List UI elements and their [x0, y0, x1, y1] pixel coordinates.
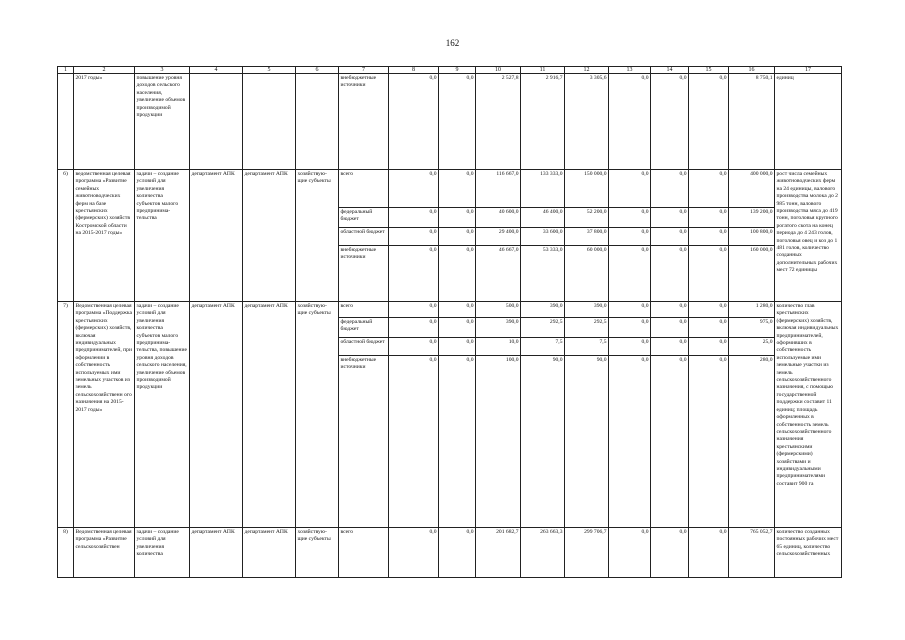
value-cell: 0,0	[609, 318, 651, 338]
value-cell: 0,0	[439, 228, 476, 246]
value-cell: 0,0	[389, 170, 439, 208]
co-executor: департамент АПК	[243, 302, 296, 528]
column-number-header	[58, 67, 842, 74]
value-cell: 299 706,7	[565, 528, 609, 578]
value-cell: 0,0	[609, 356, 651, 528]
value-cell: 0,0	[609, 246, 651, 302]
program-goal: задачи – создание условий для увеличения количества субъектов малого предпринима-тельства, повышение уровня доходов сельского населения, увеличение объемов производимой продукции	[135, 302, 190, 528]
value-cell: 90,0	[565, 356, 609, 528]
value-total: 400 000,0	[729, 170, 775, 208]
program-table	[57, 66, 842, 578]
row-number	[58, 74, 74, 170]
program-name: Ведомственная целевая программа «Поддержка крестьянских (фермерских) хозяйств, включая индивидуальных предпринимателей, при оформлении в собственность используемых ими земельных участков из земель сельскохозяйственн ого назначения на 2015-2017 годы»	[74, 302, 135, 528]
value-total: 1 280,0	[729, 302, 775, 318]
value-cell: 0,0	[651, 318, 689, 338]
responsible-executor: департамент АПК	[190, 170, 243, 302]
value-total: 8 750,1	[729, 74, 775, 170]
value-cell: 0,0	[689, 170, 729, 208]
funding-source: федеральный бюджет	[339, 318, 389, 338]
value-cell: 10,0	[476, 338, 521, 356]
column-number: 13	[609, 67, 651, 74]
value-cell: 0,0	[689, 302, 729, 318]
expected-result: рост числа семейных животноводческих ферм на 24 единицы, валового производства молока до 2 985 тонн, валового производства мяса до 419 тонн, поголовья крупного рогатого скота на конец периода до 4 243 голов, поголовья овец и коз до 1 481 голов, количество созданных дополнительных рабочих мест 72 единицы	[775, 170, 842, 302]
value-cell: 0,0	[651, 170, 689, 208]
value-cell: 0,0	[651, 338, 689, 356]
column-number: 1	[58, 67, 74, 74]
column-number: 12	[565, 67, 609, 74]
funding-source: областной бюджет	[339, 338, 389, 356]
value-cell: 133 333,0	[521, 170, 565, 208]
value-cell: 0,0	[651, 246, 689, 302]
value-total: 139 200,0	[729, 208, 775, 228]
value-cell: 0,0	[689, 208, 729, 228]
row-number: 8)	[58, 528, 74, 578]
value-total: 975,0	[729, 318, 775, 338]
value-cell: 52 200,0	[565, 208, 609, 228]
column-number: 3	[135, 67, 190, 74]
value-cell: 0,0	[651, 302, 689, 318]
funding-source: внебюджетные источники	[339, 356, 389, 528]
value-cell: 0,0	[689, 228, 729, 246]
value-cell: 0,0	[689, 246, 729, 302]
value-cell: 0,0	[389, 208, 439, 228]
value-cell: 37 800,0	[565, 228, 609, 246]
expected-result: единиц	[775, 74, 842, 170]
value-cell: 0,0	[439, 74, 476, 170]
value-total: 765 052,7	[729, 528, 775, 578]
value-cell: 0,0	[389, 356, 439, 528]
row-number: 6)	[58, 170, 74, 302]
value-cell: 201 682,7	[476, 528, 521, 578]
page-number: 162	[445, 38, 460, 48]
participant: хозяйствую-щие субъекты	[296, 528, 339, 578]
program-goal: повышение уровня доходов сельского населения, увеличение объемов производимой продукции	[135, 74, 190, 170]
column-number: 16	[729, 67, 775, 74]
value-cell: 0,0	[651, 528, 689, 578]
column-number: 5	[243, 67, 296, 74]
participant: хозяйствую-щие субъекты	[296, 170, 339, 302]
value-cell: 0,0	[439, 528, 476, 578]
column-number: 2	[74, 67, 135, 74]
value-cell: 2 527,8	[476, 74, 521, 170]
value-cell: 0,0	[689, 318, 729, 338]
value-cell: 53 333,0	[521, 246, 565, 302]
column-number: 7	[339, 67, 389, 74]
funding-source: всего	[339, 528, 389, 578]
row-number: 7)	[58, 302, 74, 528]
value-total: 160 000,0	[729, 246, 775, 302]
value-cell: 46 667,0	[476, 246, 521, 302]
column-number: 9	[439, 67, 476, 74]
funding-source: внебюджетные источники	[339, 74, 389, 170]
program-goal: задачи – создание условий для увеличения количества субъектов малого предпринима-тельства	[135, 170, 190, 302]
value-total: 25,0	[729, 338, 775, 356]
funding-source: федеральный бюджет	[339, 208, 389, 228]
value-cell: 29 400,0	[476, 228, 521, 246]
value-cell: 0,0	[439, 246, 476, 302]
value-cell: 292,5	[521, 318, 565, 338]
value-cell: 0,0	[651, 208, 689, 228]
value-cell: 0,0	[689, 528, 729, 578]
value-cell: 46 400,0	[521, 208, 565, 228]
table-row	[58, 302, 842, 318]
responsible-executor: департамент АПК	[190, 302, 243, 528]
responsible-executor	[190, 74, 243, 170]
program-name: ведомственная целевая программа «Развитие семейных животноводческих ферм на базе крестьянских (фермерских) хозяйств Костромской области на 2015-2017 годы»	[74, 170, 135, 302]
column-number: 14	[651, 67, 689, 74]
table-row	[58, 170, 842, 208]
value-cell: 0,0	[651, 228, 689, 246]
funding-source: внебюджетные источники	[339, 246, 389, 302]
column-number: 11	[521, 67, 565, 74]
value-cell: 0,0	[609, 208, 651, 228]
column-number: 4	[190, 67, 243, 74]
value-cell: 40 600,0	[476, 208, 521, 228]
responsible-executor: департамент АПК	[190, 528, 243, 578]
value-total: 280,0	[729, 356, 775, 528]
value-cell: 263 663,3	[521, 528, 565, 578]
value-cell: 116 667,0	[476, 170, 521, 208]
value-cell: 390,0	[521, 302, 565, 318]
value-cell: 0,0	[439, 208, 476, 228]
expected-result: количество созданных постоянных рабочих мест 65 единиц, количество сельскохозяйственных	[775, 528, 842, 578]
funding-source: всего	[339, 302, 389, 318]
value-cell: 0,0	[389, 338, 439, 356]
value-cell: 3 305,6	[565, 74, 609, 170]
table-row	[58, 74, 842, 170]
value-cell: 2 916,7	[521, 74, 565, 170]
value-cell: 100,0	[476, 356, 521, 528]
value-cell: 0,0	[389, 246, 439, 302]
column-number: 8	[389, 67, 439, 74]
co-executor: департамент АПК	[243, 528, 296, 578]
program-name: Ведомственная целевая программа «Развитие сельскохозяйствен	[74, 528, 135, 578]
value-cell: 0,0	[439, 338, 476, 356]
value-cell: 7,5	[565, 338, 609, 356]
value-cell: 60 000,0	[565, 246, 609, 302]
value-cell: 0,0	[689, 74, 729, 170]
value-cell: 0,0	[609, 302, 651, 318]
co-executor	[243, 74, 296, 170]
value-cell: 390,0	[565, 302, 609, 318]
participant: хозяйствую-щие субъекты	[296, 302, 339, 528]
value-cell: 0,0	[651, 74, 689, 170]
value-cell: 0,0	[439, 302, 476, 318]
value-cell: 0,0	[389, 74, 439, 170]
value-cell: 0,0	[609, 74, 651, 170]
value-cell: 0,0	[651, 356, 689, 528]
value-cell: 0,0	[439, 318, 476, 338]
value-cell: 0,0	[389, 228, 439, 246]
value-cell: 33 600,0	[521, 228, 565, 246]
column-number: 17	[775, 67, 842, 74]
table-row	[58, 528, 842, 578]
column-number: 15	[689, 67, 729, 74]
value-cell: 7,5	[521, 338, 565, 356]
program-name: 2017 годы»	[74, 74, 135, 170]
funding-source: всего	[339, 170, 389, 208]
co-executor: департамент АПК	[243, 170, 296, 302]
value-cell: 0,0	[389, 528, 439, 578]
value-cell: 500,0	[476, 302, 521, 318]
value-cell: 0,0	[439, 356, 476, 528]
value-cell: 0,0	[439, 170, 476, 208]
value-cell: 0,0	[609, 170, 651, 208]
value-total: 100 800,0	[729, 228, 775, 246]
value-cell: 0,0	[609, 228, 651, 246]
value-cell: 0,0	[689, 338, 729, 356]
value-cell: 0,0	[609, 528, 651, 578]
column-number: 6	[296, 67, 339, 74]
funding-source: областной бюджет	[339, 228, 389, 246]
program-goal: задачи – создание условий для увеличения количества	[135, 528, 190, 578]
value-cell: 150 000,0	[565, 170, 609, 208]
value-cell: 390,0	[476, 318, 521, 338]
participant	[296, 74, 339, 170]
value-cell: 0,0	[389, 318, 439, 338]
value-cell: 0,0	[389, 302, 439, 318]
value-cell: 0,0	[609, 338, 651, 356]
value-cell: 0,0	[689, 356, 729, 528]
value-cell: 292,5	[565, 318, 609, 338]
column-number: 10	[476, 67, 521, 74]
expected-result: количество глав крестьянских (фермерских) хозяйств, включая индивидуальных предпринимателей, оформивших в собственность используемые ими земельные участки из земель сельскохозяйственного назначения, с помощью государственной поддержки составит 11 единиц; площадь оформленных в собственность земель сельскохозяйственного назначения крестьянскими (фермерскими) хозяйствами и индивидуальными предпринимателями составит 900 га	[775, 302, 842, 528]
value-cell: 90,0	[521, 356, 565, 528]
